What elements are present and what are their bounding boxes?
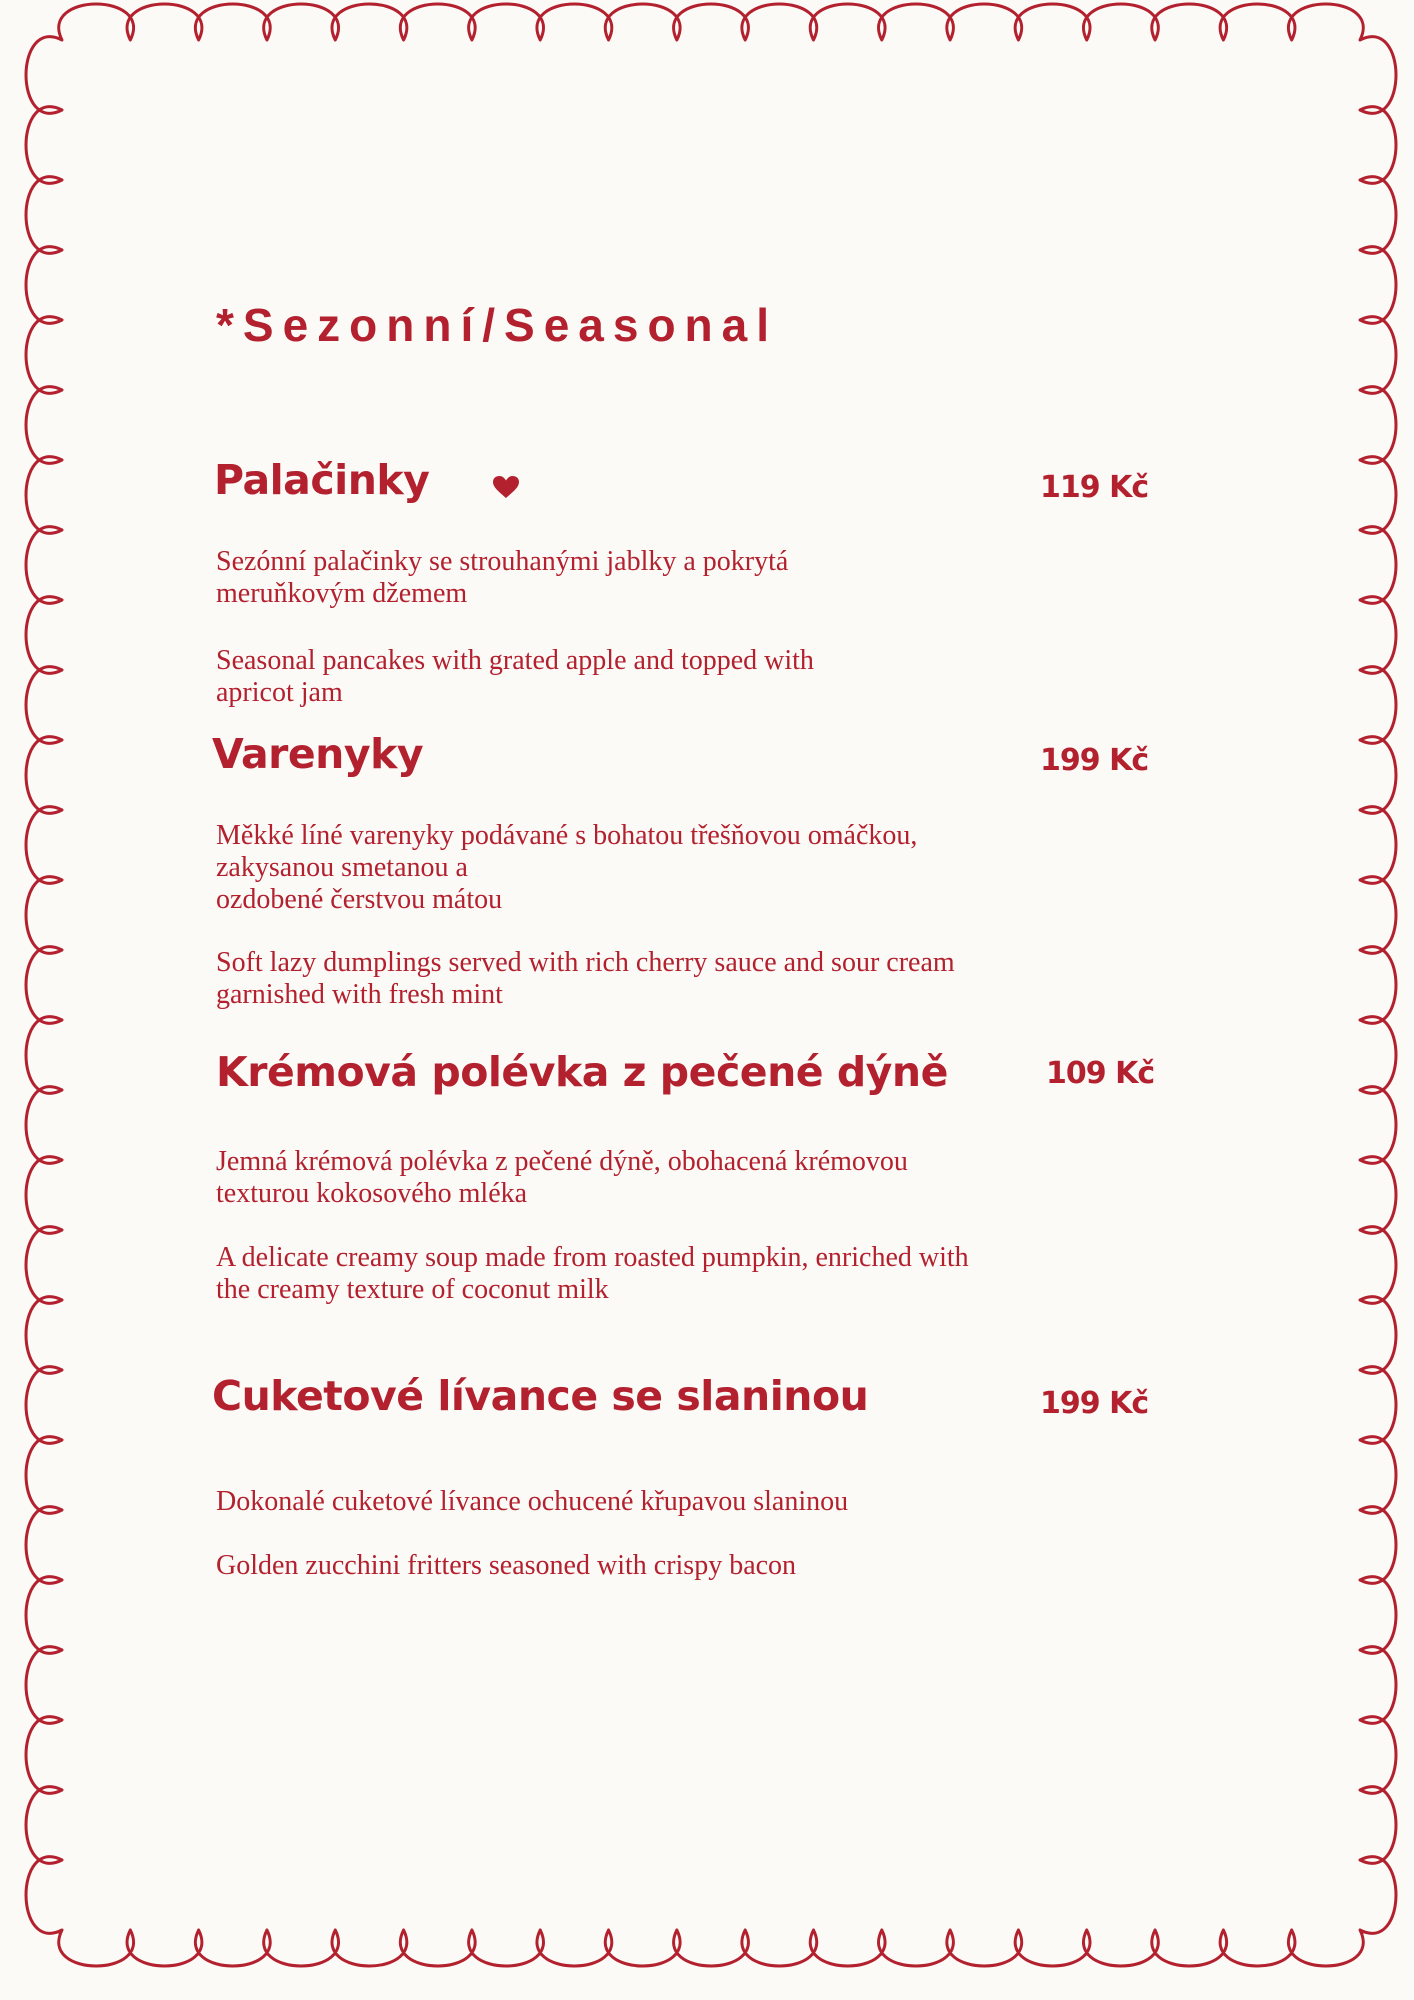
item-price: 199 Kč	[1040, 743, 1149, 778]
item-price: 199 Kč	[1040, 1386, 1149, 1421]
item-description-cz: Dokonalé cuketové lívance ochucené křupavou slaninou	[216, 1486, 849, 1517]
item-description-cz: Jemná krémová polévka z pečené dýně, obohacená krémovou texturou kokosového mléka	[216, 1146, 908, 1209]
item-description-en: A delicate creamy soup made from roasted pumpkin, enriched with the creamy texture of coconut milk	[216, 1242, 969, 1305]
item-name: Cuketové lívance se slaninou	[212, 1372, 869, 1420]
item-price: 119 Kč	[1040, 470, 1149, 505]
item-price: 109 Kč	[1046, 1056, 1155, 1091]
item-name: Palačinky	[214, 456, 430, 504]
item-name: Krémová polévka z pečené dýně	[216, 1048, 948, 1096]
item-description-cz: Měkké líné varenyky podávané s bohatou třešňovou omáčkou, zakysanou smetanou a ozdobené čerstvou mátou	[216, 820, 918, 915]
item-description-en: Seasonal pancakes with grated apple and topped with apricot jam	[216, 645, 814, 708]
item-description-en: Soft lazy dumplings served with rich cherry sauce and sour cream garnished with fresh mint	[216, 947, 955, 1010]
section-title: *Sezonní/Seasonal	[216, 299, 779, 351]
item-description-en: Golden zucchini fritters seasoned with crispy bacon	[216, 1550, 797, 1581]
heart-icon	[492, 475, 520, 499]
item-description-cz: Sezónní palačinky se strouhanými jablky a pokrytá meruňkovým džemem	[216, 546, 789, 609]
item-name: Varenyky	[212, 730, 424, 778]
